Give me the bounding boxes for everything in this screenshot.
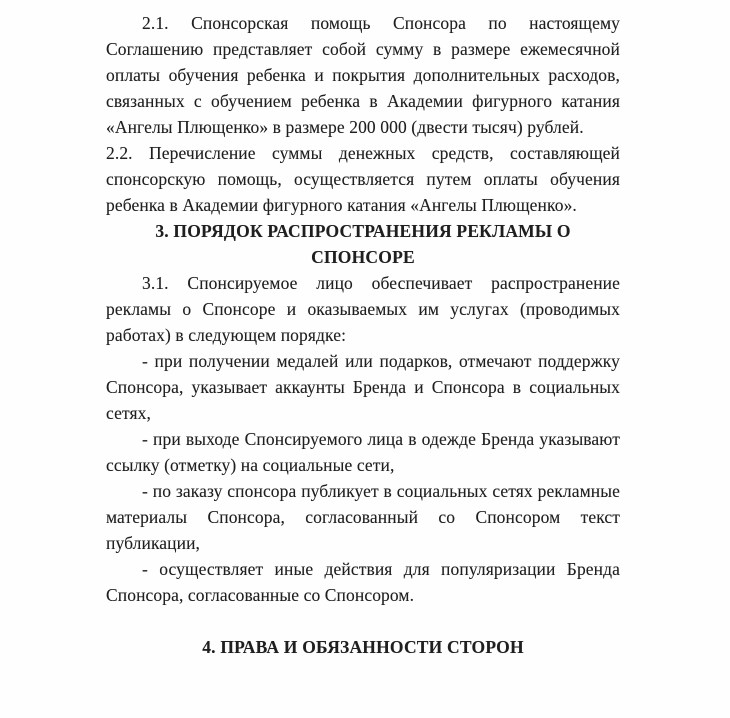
section-4-heading: 4. ПРАВА И ОБЯЗАННОСТИ СТОРОН	[202, 637, 524, 657]
bullet-item-medals: - при получении медалей или подарков, отмечают поддержку Спонсора, указывает аккаунты Бренда и Спонсора в социальных сетях,	[106, 351, 620, 423]
section-3-heading-line-2: СПОНСОРЕ	[311, 247, 415, 267]
clause-2-1: 2.1. Спонсорская помощь Спонсора по настоящему Соглашению представляет собой сумму в размере ежемесячной оплаты обучения ребенка и покрытия дополнительных расходов, связанных с обучением ребенка в Академии фигурного катания «Ангелы Плющенко» в размере 200 000 (двести тысяч) рублей.	[106, 13, 620, 137]
section-3-heading-line-1: 3. ПОРЯДОК РАСПРОСТРАНЕНИЯ РЕКЛАМЫ О	[155, 221, 571, 241]
bullet-item-other-actions: - осуществляет иные действия для популяризации Бренда Спонсора, согласованные со Спонсором.	[106, 559, 620, 605]
clause-3-1: 3.1. Спонсируемое лицо обеспечивает распространение рекламы о Спонсоре и оказываемых им услугах (проводимых работах) в следующем порядке:	[106, 273, 620, 345]
bullet-item-social-publications: - по заказу спонсора публикует в социальных сетях рекламные материалы Спонсора, согласованный со Спонсором текст публикации,	[106, 481, 620, 553]
bullet-item-brand-clothing: - при выходе Спонсируемого лица в одежде Бренда указывают ссылку (отметку) на социальные сети,	[106, 429, 620, 475]
clause-2-2: 2.2. Перечисление суммы денежных средств, составляющей спонсорскую помощь, осуществляется путем оплаты обучения ребенка в Академии фигурного катания «Ангелы Плющенко».	[106, 143, 620, 215]
section-3-heading	[106, 218, 620, 270]
